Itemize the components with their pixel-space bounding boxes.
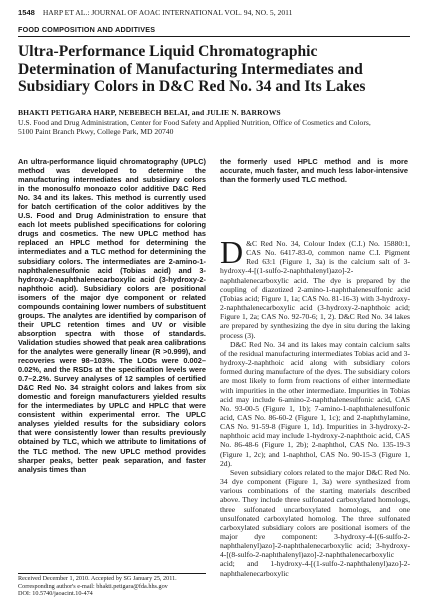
paragraph-1-text: &C Red No. 34, Colour Index (C.I.) No. 15880:1, CAS No. 6417-83-0, common name C.I. Pigment Red 63:1 (Figure 1, 3a) is the calcium salt of 3-hydroxy-4-[(1-sulfo-2-naphthalenyl)azo]-2-naphthalenecarboxylic acid. The dye is prepared by the coupling of diazotized 2-amino-1-naphthalenesulfonic acid (Tobias acid; Figure 1, 1a; CAS No. 81-16-3) with 3-hydroxy-2-naphthalenecarboxylic acid (3-hydroxy-2-naphthoic acid; Figure 1, 2a; CAS No. 92-70-6; 1, 2). D&C Red No. 34 lakes are prepared by synthesizing the dye in situ during the laking process (3). xyxy=(220,239,410,340)
doi: DOI: 10.5740/jaoacint.10-474 xyxy=(18,590,93,598)
body-text xyxy=(220,234,410,578)
body-paragraph-3: Seven subsidiary colors related to the major D&C Red No. 34 dye component (Figure 1, 3a) were synthesized from various combinations of the starting materials described above. They include three sulfonated carboxylated homologs, three sulfonated uncarboxylated homologs, and one unsulfonated carboxylated homolog. The three sulfonated carboxylated subsidiary colors are positional isomers of the major dye component: 3-hydroxy-4-[(6-sulfo-2-naphthalenyl)azo]-2-naphthalenecarboxylic acid; 3-hydroxy-4-[(8-sulfo-2-naphthalenyl)azo]-2-naphthalenecarboxylic acid; and 1-hydroxy-4-[(1-sulfo-2-naphthalenyl)azo]-2-naphthalenecarboxylic xyxy=(220,467,410,578)
page-number: 1548 xyxy=(18,8,35,17)
body-paragraph-2: D&C Red No. 34 and its lakes may contain calcium salts of the residual manufacturing intermediates Tobias acid and 3-hydroxy-2-naphthoic acid along with subsidiary colors formed during manufacture of the dyes. The subsidiary colors are most likely to form from reactions of either intermediate with impurities in the other intermediate. Impurities in Tobias acid may include 6-amino-2-naphthalenesulfonic acid, CAS No. 93-00-5 (Figure 1, 1b); 7-amino-1-naphthalenesulfonic acid, CAS No. 86-60-2 (Figure 1, 1c); and 2-naphthylamine, CAS No. 91-59-8 (Figure 1, 1d). Impurities in 3-hydroxy-2-naphthoic acid may include 1-hydroxy-2-naphthoic acid, CAS No. 86-48-6 (Figure 1, 2b); 2-naphthol, CAS No. 135-19-3 (Figure 1, 2c); and 1-naphthol, CAS No. 90-15-3 (Figure 1, 2d). xyxy=(220,339,410,468)
article-title: Ultra-Performance Liquid Chromatographic Determination of Manufacturing Intermediates and Subsidiary Colors in D&C Red No. 34 and Its Lakes xyxy=(18,43,366,96)
drop-cap: D xyxy=(220,234,244,270)
corresponding-email: Corresponding author's e-mail: bhakti.petigara@fda.hhs.gov xyxy=(18,582,168,590)
journal-citation: HARP ET AL.: JOURNAL OF AOAC INTERNATIONAL VOL. 94, NO. 5, 2011 xyxy=(42,8,293,17)
author-list: BHAKTI PETIGARA HARP, NEBEBECH BELAI, and JULIE N. BARROWS xyxy=(18,108,281,117)
affiliation xyxy=(18,118,410,137)
footnote xyxy=(18,575,206,598)
running-header xyxy=(18,8,410,17)
section-label: FOOD COMPOSITION AND ADDITIVES xyxy=(18,25,410,37)
abstract-column-2: the formerly used HPLC method and is more accurate, much faster, and much less labor-intensive than the formerly used TLC method. xyxy=(220,157,408,185)
affiliation-line-1: U.S. Food and Drug Administration, Center for Food Safety and Applied Nutrition, Office of Cosmetics and Colors, xyxy=(18,118,371,127)
body-paragraph-1 xyxy=(220,234,410,340)
affiliation-line-2: 5100 Paint Branch Pkwy, College Park, MD 20740 xyxy=(18,127,174,137)
footnote-divider xyxy=(18,573,206,574)
received-date: Received December 1, 2010. Accepted by SG January 25, 2011. xyxy=(18,575,177,582)
abstract-column-1: An ultra-performance liquid chromatography (UPLC) method was developed to determine the manufacturing intermediates and subsidiary colors in the monosulfo monoazo color additive D&C Red No. 34 and its lakes. This method is currently used for batch certification of the color additives by the U.S. Food and Drug Administration to ensure that each lot meets published specifications for coloring drugs and cosmetics. The new UPLC method has replaced an HPLC method for determining the intermediates and a TLC method for determining the subsidiary colors. The intermediates are 2-amino-1-naphthalenesulfonic acid (Tobias acid) and 3-hydroxy-2-naphthalenecarboxylic acid (3-hydroxy-2-naphthoic acid). Subsidiary colors are positional isomers of the major dye component or related compounds containing lower numbers of substituent groups. The analytes are identified by comparison of their UPLC retention times and UV or visible absorption spectra with those of standards. Validation studies showed that peak area calibrations for the analytes were generally linear (R >0.999), and recoveries were 98–103%. The LODs were 0.002–0.02%, and the RSDs at the specification levels were 0.7–2.2%. Survey analyses of 12 samples of certified D&C Red No. 34 straight colors and lakes from six domestic and foreign manufacturers yielded results for the intermediates by UPLC and HPLC that were consistent within experimental error. The UPLC analyses yielded results for the subsidiary colors that were consistently lower than results previously obtained by TLC, which we attribute to limitations of the TLC method. The new UPLC method provides sharper peaks, better peak separation, and faster analysis times than xyxy=(18,157,206,474)
